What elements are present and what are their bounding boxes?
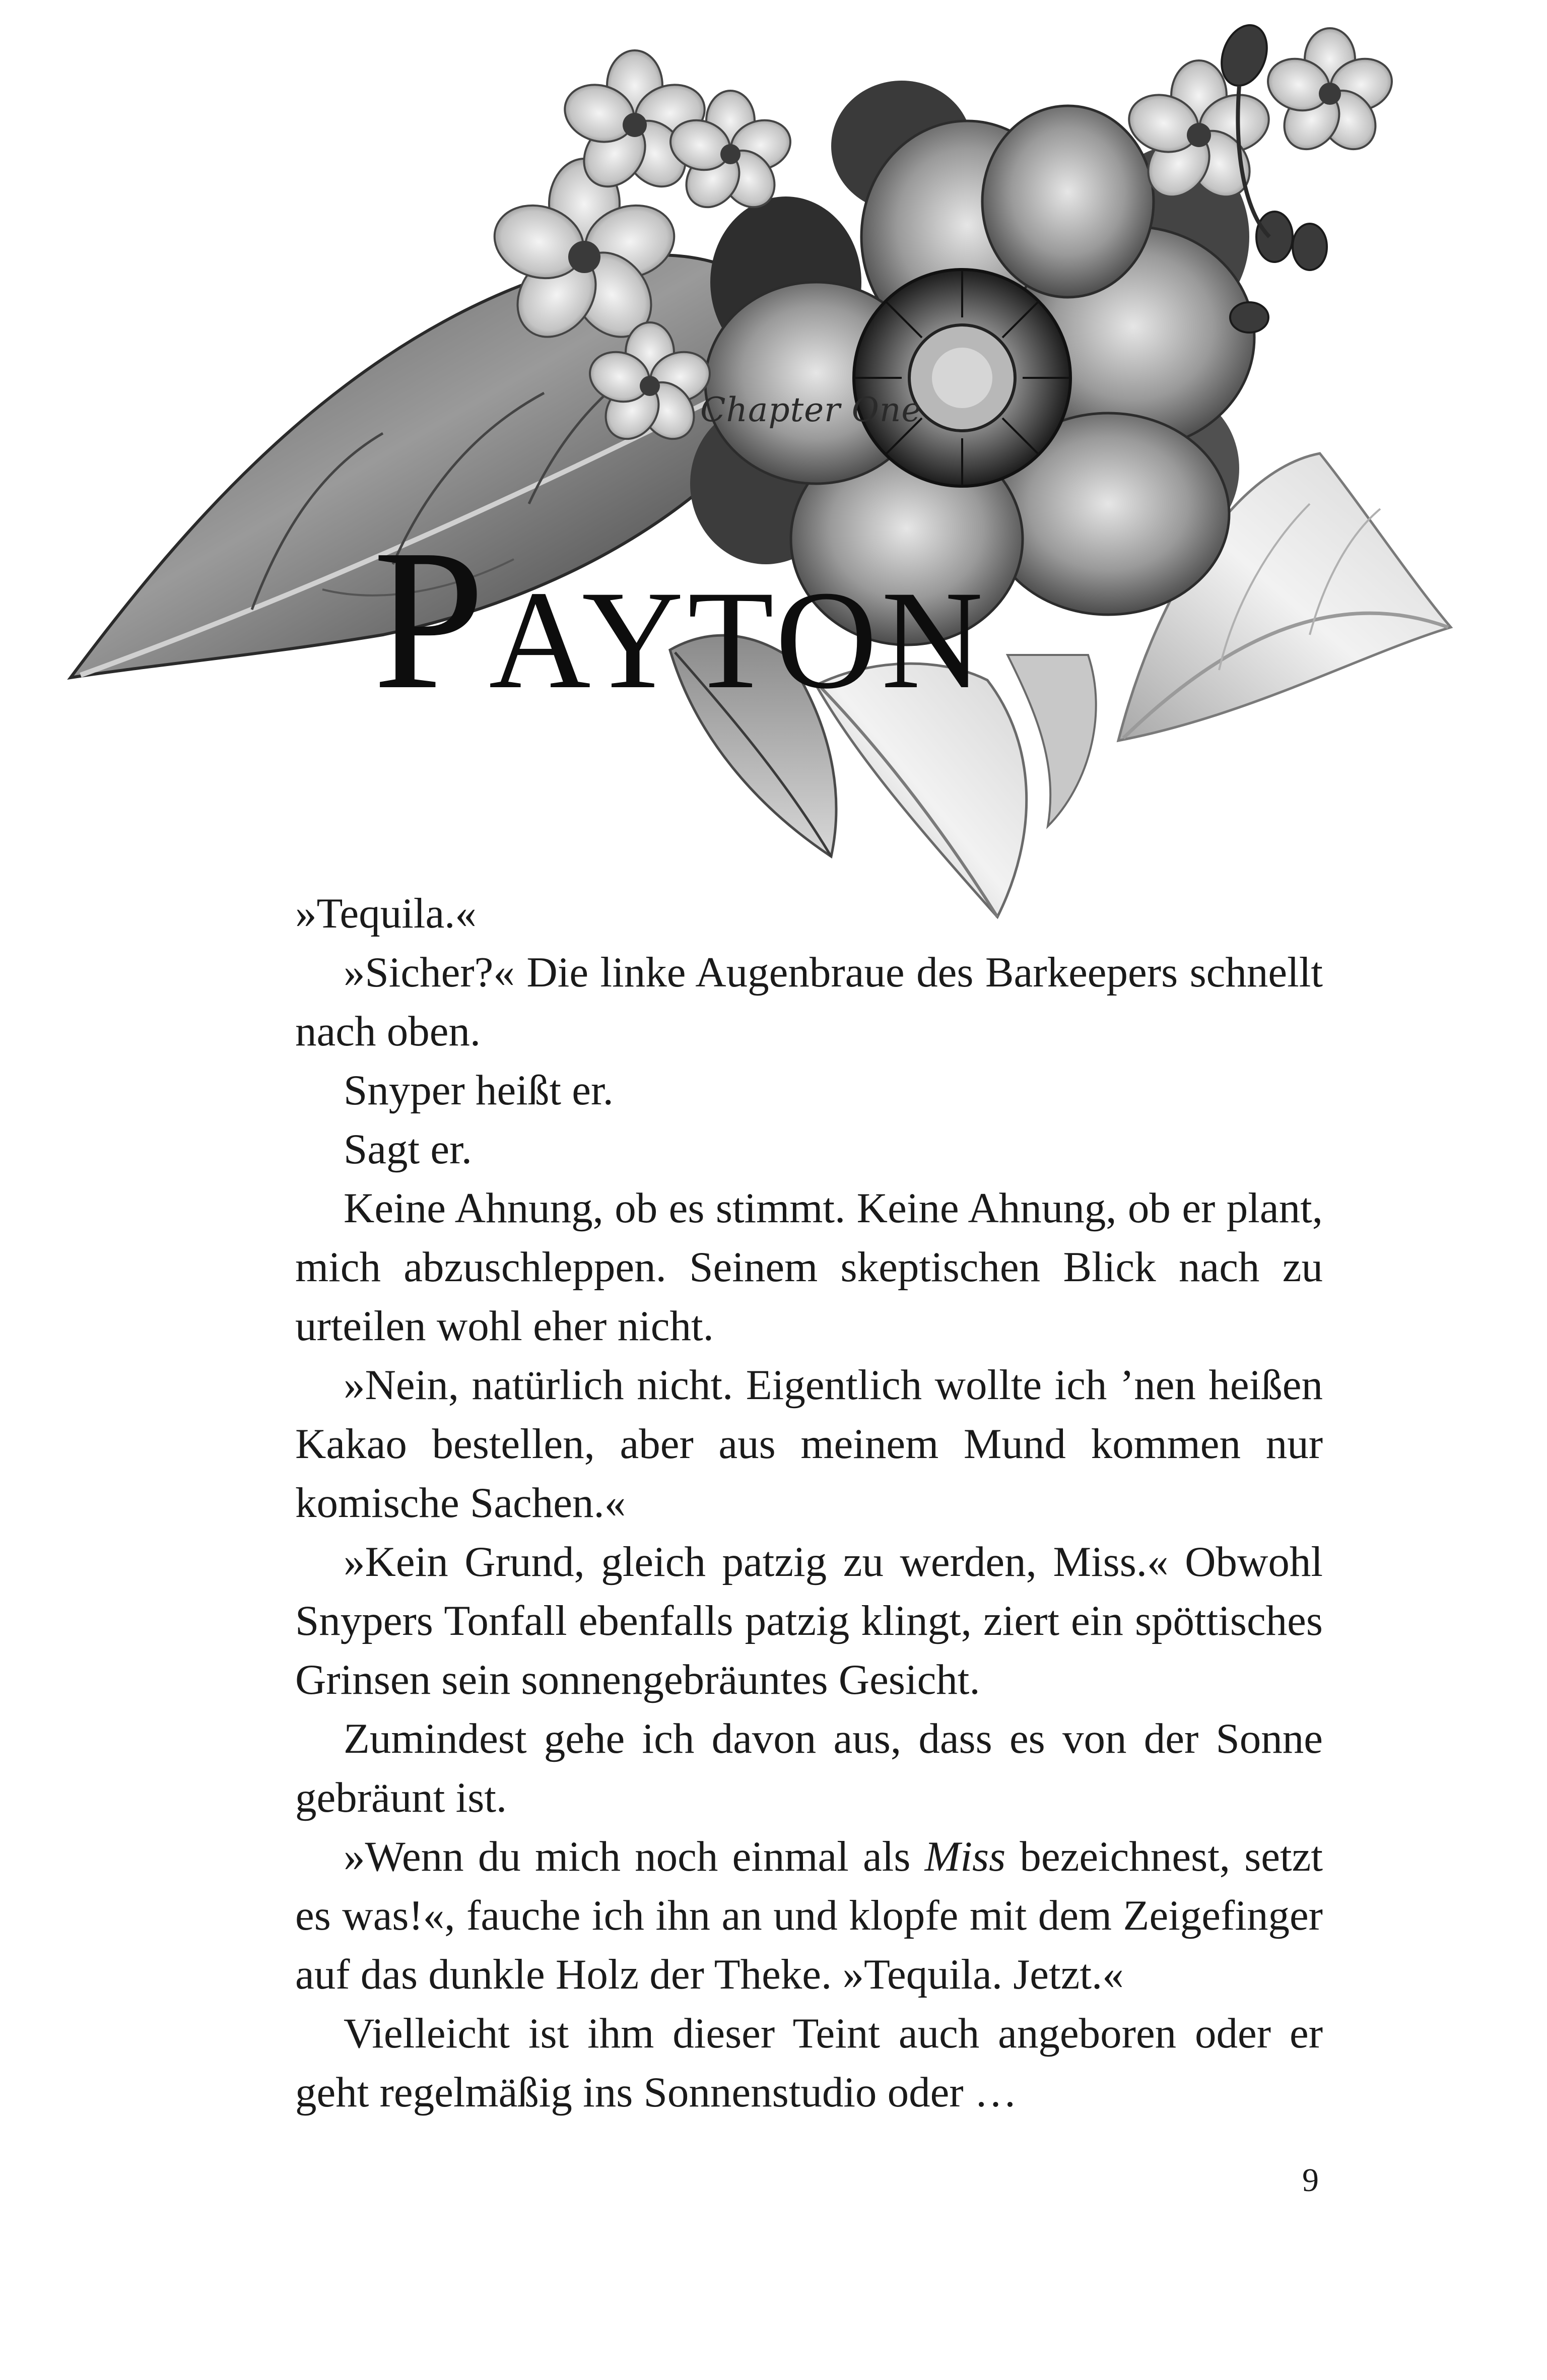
- paragraph-text: »Wenn du mich noch einmal als: [344, 1833, 925, 1880]
- floral-illustration: [0, 0, 1547, 957]
- page-number: 9: [1302, 2162, 1319, 2199]
- paragraph: Zumindest gehe ich davon aus, dass es von der Sonne gebräunt ist.: [295, 1715, 1323, 1821]
- paragraph: »Nein, natürlich nicht. Eigentlich wollte ich ’nen heißen Kakao bestellen, aber aus meinem Mund kommen nur komische Sachen.«: [295, 1361, 1323, 1527]
- paragraph: »Sicher?« Die linke Augenbraue des Barkeepers schnellt nach oben.: [295, 949, 1323, 1055]
- chapter-body-text: [295, 884, 1323, 2122]
- chapter-title: Payton: [373, 508, 987, 731]
- paragraph: [295, 1827, 1323, 2004]
- paragraph: Snyper heißt er.: [344, 1067, 614, 1114]
- paragraph: »Kein Grund, gleich patzig zu werden, Miss.« Obwohl Snypers Tonfall ebenfalls patzig klingt, ziert ein spöttisches Grinsen sein sonnengebräuntes Gesicht.: [295, 1538, 1323, 1703]
- paragraph: Sagt er.: [344, 1126, 472, 1173]
- paragraph: Vielleicht ist ihm dieser Teint auch angeboren oder er geht regelmäßig ins Sonnenstudio oder …: [295, 2010, 1323, 2116]
- chapter-label: Chapter One: [700, 390, 922, 429]
- emphasized-word: Miss: [924, 1833, 1006, 1880]
- paragraph: »Tequila.«: [295, 890, 477, 937]
- paragraph: Keine Ahnung, ob es stimmt. Keine Ahnung, ob er plant, mich abzuschleppen. Seinem skeptischen Blick nach zu urteilen wohl eher nicht.: [295, 1184, 1323, 1350]
- paragraph-text: bezeichnest, setzt es was!«, fauche ich ihn an und klopfe mit dem Zeigefinger auf das dunkle Holz der Theke. »Tequila. Jetzt.«: [295, 1833, 1323, 1998]
